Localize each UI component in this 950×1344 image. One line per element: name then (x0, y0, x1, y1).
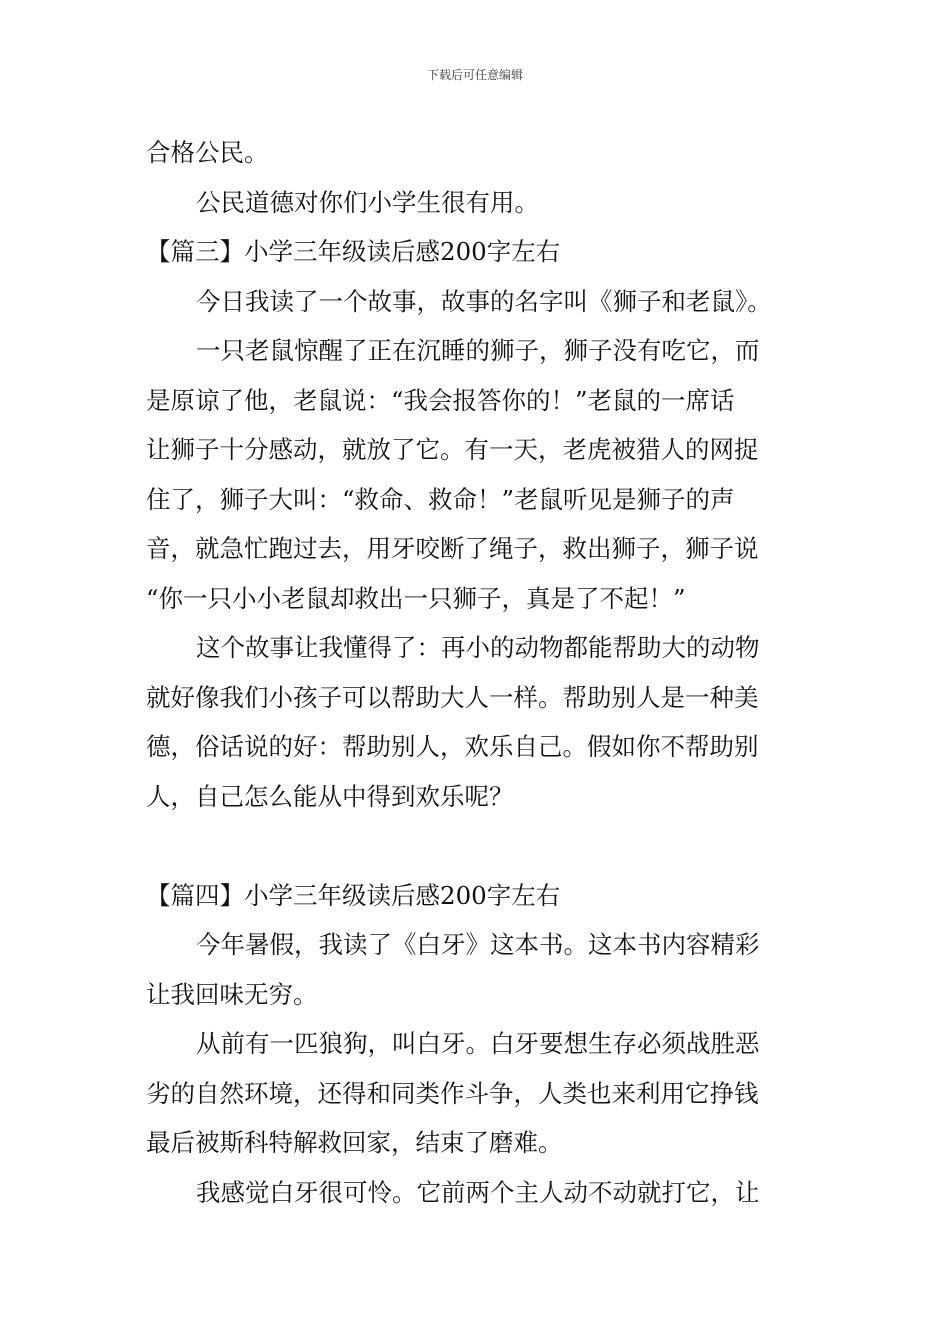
text-line: “你一只小小老鼠却救出一只狮子，真是了不起！” (146, 583, 686, 613)
text-line: 今日我读了一个故事，故事的名字叫《狮子和老鼠》。 (196, 286, 772, 316)
section-heading-4: 【篇四】小学三年级读后感200字左右 (146, 880, 561, 910)
text-line: 最后被斯科特解救回家，结束了磨难。 (146, 1128, 563, 1157)
text-line: 从前有一匹狼狗，叫白牙。白牙要想生存必须战胜恶 (196, 1029, 760, 1058)
text-line: 合格公民。 (146, 138, 269, 167)
text-line: 让我回味无穷。 (146, 979, 318, 1009)
text-line: 我感觉白牙很可怜。它前两个主人动不动就打它，让 (196, 1177, 760, 1207)
text-line: 一只老鼠惊醒了正在沉睡的狮子，狮子没有吃它，而 (196, 336, 760, 365)
text-line: 德，俗话说的好：帮助别人，欢乐自己。假如你不帮助别 (146, 732, 759, 761)
paragraph-gap (146, 821, 808, 871)
text-line: 让狮子十分感动，就放了它。有一天，老虎被猎人的网捉 (146, 435, 759, 464)
text-line: 劣的自然环境，还得和同类作斗争，人类也来利用它挣钱 (146, 1078, 759, 1108)
text-line: 是原谅了他，老鼠说：“我会报答你的！”老鼠的一席话 (146, 385, 735, 415)
text-line: 人，自己怎么能从中得到欢乐呢？ (146, 781, 514, 811)
text-line: 这个故事让我懂得了：再小的动物都能帮助大的动物 (196, 633, 760, 662)
text-line: 音，就急忙跑过去，用牙咬断了绳子，救出狮子，狮子说 (146, 534, 759, 563)
document-body (146, 128, 808, 1217)
text-line: 今年暑假，我读了《白牙》这本书。这本书内容精彩 (196, 930, 760, 959)
section-heading-3: 【篇三】小学三年级读后感200字左右 (146, 237, 561, 266)
text-line: 住了，狮子大叫：“救命、救命！”老鼠听见是狮子的声 (146, 484, 735, 514)
page-header: 下载后可任意编辑 (426, 68, 523, 82)
text-line: 公民道德对你们小学生很有用。 (196, 187, 539, 217)
text-line: 就好像我们小孩子可以帮助大人一样。帮助别人是一种美 (146, 682, 759, 712)
